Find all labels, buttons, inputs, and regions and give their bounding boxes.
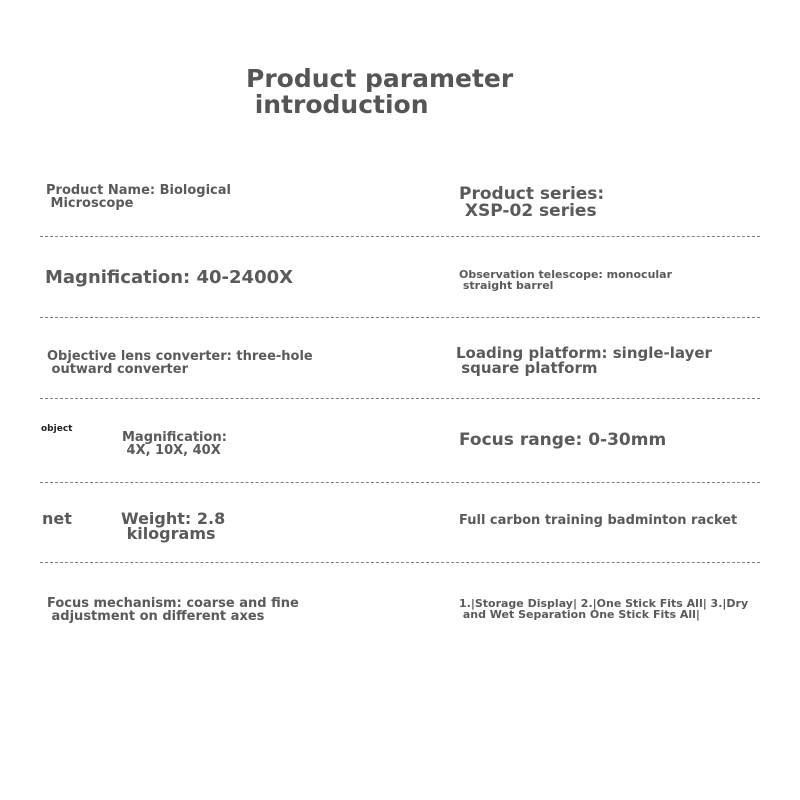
- loading-platform-text: Loading platform: single-layer square platform: [456, 344, 712, 377]
- badminton-racket-text: Full carbon training badminton racket: [459, 513, 738, 528]
- divider: [40, 562, 760, 563]
- focus-mechanism-text: Focus mechanism: coarse and fine adjustment on different axes: [47, 596, 299, 624]
- observation-telescope-text: Observation telescope: monocular straight barrel: [459, 268, 673, 292]
- objective-converter-text: Objective lens converter: three-hole outward converter: [47, 349, 313, 377]
- object-label: object: [41, 424, 73, 434]
- divider: [40, 398, 760, 399]
- product-series-text: Product series: XSP-02 series: [459, 184, 605, 221]
- divider: [40, 236, 760, 237]
- focus-range-text: Focus range: 0-30mm: [459, 430, 667, 450]
- divider: [40, 482, 760, 483]
- features-list-text: 1.|Storage Display| 2.|One Stick Fits All| 3.|Dry and Wet Separation One Stick Fits All|: [459, 597, 749, 621]
- divider: [40, 317, 760, 318]
- product-name-text: Product Name: Biological Microscope: [46, 183, 231, 211]
- weight-text: Weight: 2.8 kilograms: [121, 509, 226, 543]
- objective-magnification-text: Magnification: 4X, 10X, 40X: [122, 430, 227, 458]
- net-label: net: [42, 509, 72, 528]
- page-title: Product parameter introduction: [246, 64, 514, 119]
- magnification-range-text: Magnification: 40-2400X: [45, 267, 294, 288]
